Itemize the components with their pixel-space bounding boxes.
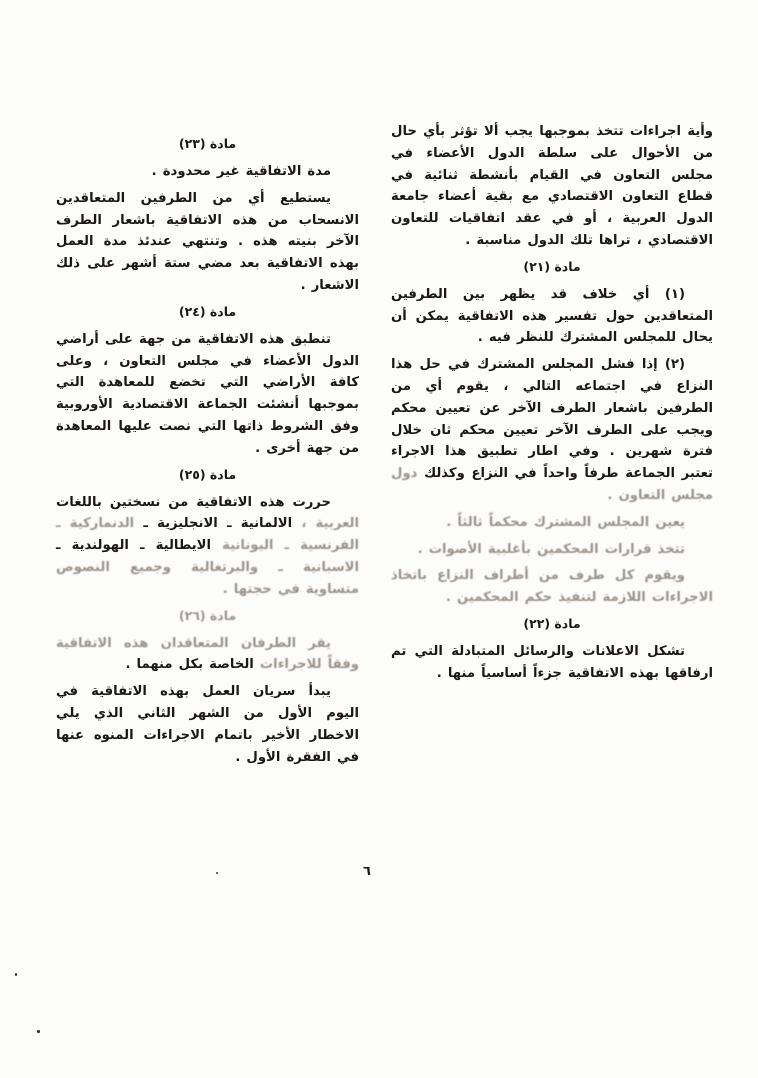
text-run: تنطبق هذه الاتفاقية من جهة على أراضي الدول الأعضاء في مجلس التعاون ، وعلى كافة الأراضي التي تخضع للمعاهدة التي بموجبها أنشئت الجماعة الاقتصادية الأوروبية وفق الشروط ذاتها التي نصت عليها المعاهدة من جهة أخرى .	[56, 331, 359, 456]
text-run: العربية ،	[301, 516, 359, 532]
text-run: مدة الاتفاقية غير محدودة .	[151, 164, 331, 179]
article-heading	[391, 257, 713, 277]
text-run: النصوص متساوية في	[56, 559, 359, 597]
text-run: يستطيع أي من الطرفين المتعاقدين الانسحاب من هذه الاتفاقية باشعار الطرف الآخر بنيته هذه . وتنتهي عندئذ مدة العمل بهذه الاتفاقية بعد مضي ستة أشهر على ذلك الاشعار .	[56, 190, 359, 293]
page-number: ٦	[363, 864, 371, 879]
text-run: حجتها .	[222, 581, 272, 597]
paragraph	[391, 121, 713, 252]
text-run: الخاصة بكل منهما .	[125, 657, 254, 673]
article-heading	[391, 614, 713, 634]
text-run: مادة (٢١)	[523, 258, 581, 274]
text-run: مادة (٢٤)	[178, 303, 237, 319]
text-run: تتخذ قرارات المحكمين بأغلبية الأصوات .	[417, 541, 685, 557]
paragraph	[56, 681, 359, 768]
text-run: الدنماركية ـ الفرنسية ـ اليونانية	[56, 516, 359, 554]
paragraph	[391, 354, 713, 507]
text-run: وأية اجراءات تتخذ بموجبها يجب ألا تؤثر بأي حال من الأحوال على سلطة الدول الأعضاء في مجلس التعاون في القيام بأنشطة ثنائية في قطاع التعاون الاقتصادي مع بقية أعضاء جامعة الدول العربية ، أو في عقد اتفاقيات للتعاون الاقتصادي ، تراها تلك الدول مناسبة .	[391, 124, 713, 248]
paragraph	[391, 512, 713, 534]
text-run: تشكل الاعلانات والرسائل المتبادلة التي تم ارفاقها بهذه الاتفاقية جزءاً أساسياً منها .	[391, 643, 713, 681]
article-heading	[56, 606, 359, 626]
right-column	[391, 121, 713, 690]
paragraph	[391, 565, 713, 609]
text-run: حررت هذه الاتفاقية من نسختين باللغات	[56, 494, 331, 510]
text-run: مادة (٢٣)	[178, 136, 237, 151]
paragraph	[391, 284, 713, 349]
paragraph	[56, 188, 359, 297]
scan-speck	[216, 872, 218, 874]
paragraph	[56, 492, 359, 601]
text-run: يعين المجلس المشترك محكماً ثالثاً .	[446, 514, 685, 530]
paragraph	[391, 641, 713, 685]
text-run: مادة (٢٦)	[178, 607, 237, 623]
article-heading	[56, 465, 359, 485]
paragraph	[56, 161, 359, 183]
text-run: (١) أي خلاف قد يظهر بين الطرفين المتعاقدين حول تفسير هذه الاتفاقية يمكن أن يحال للمجلس المشترك للنظر فيه .	[391, 286, 713, 346]
text-run: الالمانية ـ الانجليزية ـ	[134, 516, 302, 532]
text-run: ويقوم كل طرف من أطراف النزاع باتخاذ الاجراءات اللازمة لتنفيذ حكم المحكمين .	[391, 568, 713, 606]
text-run: مادة (٢٢)	[523, 615, 581, 631]
text-run: الايطالية ـ الهولندية ـ	[56, 538, 211, 554]
text-run: دول مجلس التعاون .	[391, 466, 713, 503]
text-run: مادة (٢٥)	[178, 466, 237, 482]
scan-speck	[37, 1030, 40, 1033]
left-column	[56, 130, 359, 773]
text-run: (٢) إذا فشل المجلس المشترك في حل هذا النزاع في اجتماعه التالي ، يقوم أي من الطرفين باشعار الطرف الآخر عن تعيين محكم ويجب على الطرف الآخر تعيين محكم ثان خلال فترة شهرين . وفي اطار تطبيق هذا الاجراء تعتبر الجماعة طرفاً واحداً في النزاع وكذلك	[391, 357, 713, 482]
paragraph	[56, 329, 359, 460]
text-run: الاسبانية ـ والبرتغالية وجميع	[109, 559, 359, 575]
scan-speck	[15, 973, 17, 976]
article-heading	[56, 134, 359, 154]
paragraph	[391, 539, 713, 561]
text-run: يبدأ سريان العمل بهذه الاتفاقية في اليوم الأول من الشهر الثاني الذي يلي الاخطار الأخير باتمام الاجراءات المنوه عنها في الفقرة الأول .	[56, 684, 359, 765]
article-heading	[56, 302, 359, 322]
paragraph	[56, 633, 359, 677]
text-run: يقر الطرفان المتعاقدان هذه الاتفاقية وفقاً للاجراءات	[56, 635, 359, 673]
